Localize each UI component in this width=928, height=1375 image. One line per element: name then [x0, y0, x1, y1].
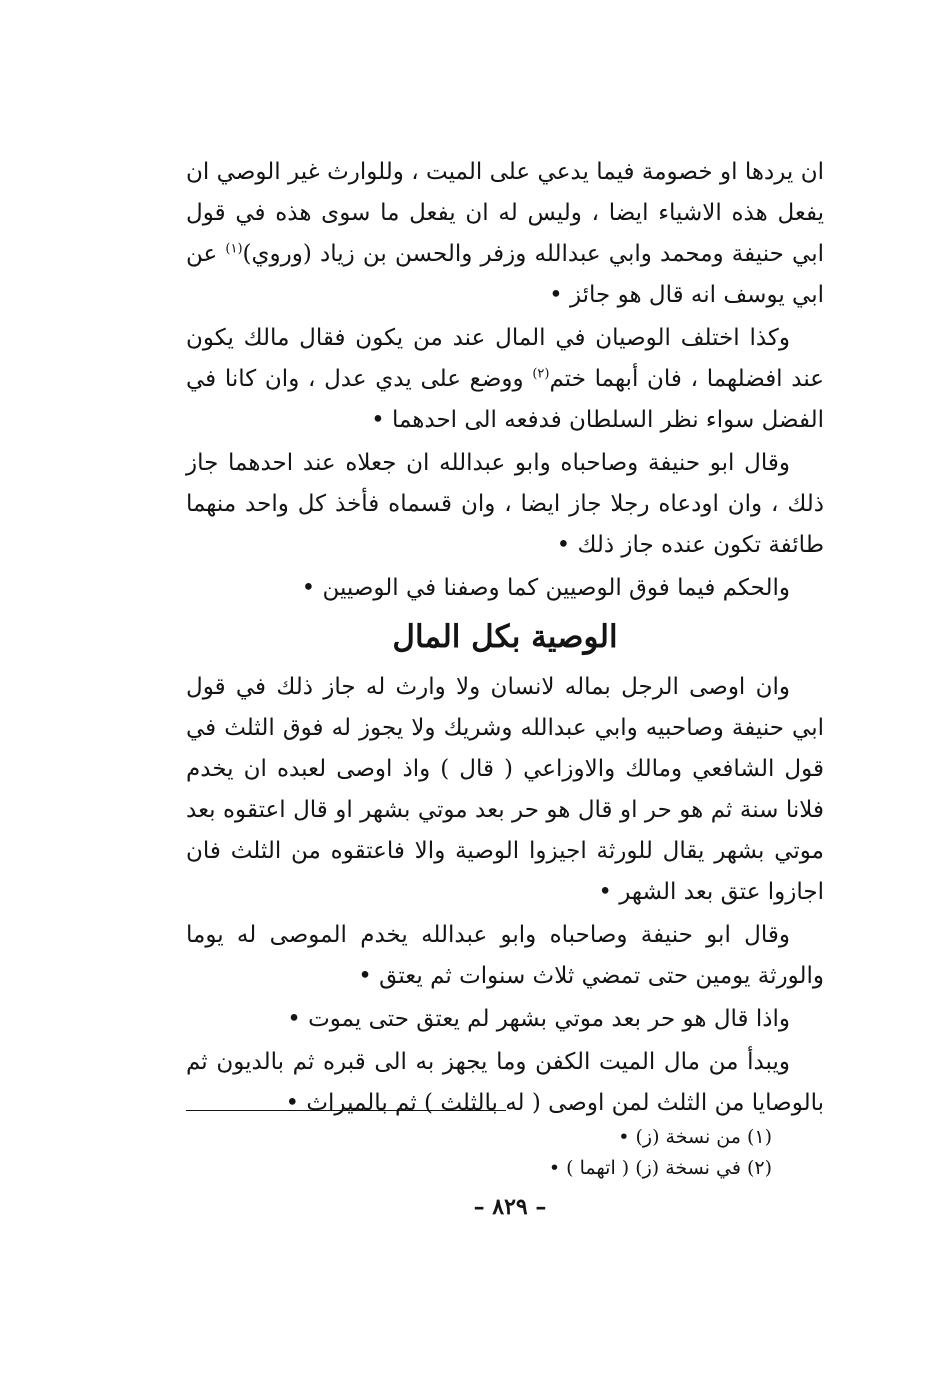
paragraph-3: وقال ابو حنيفة وصاحباه وابو عبدالله ان جعلاه عند احدهما جاز ذلك ، وان اودعاه رجلا جاز ايضا ، وان قسماه فأخذ كل واحد منهما طائفة تكون عنده جاز ذلك • [186, 450, 824, 558]
paragraph-1 [186, 152, 824, 316]
section-paragraph-1: وان اوصى الرجل بماله لانسان ولا وارث له جاز ذلك في قول ابي حنيفة وصاحبيه وابي عبدالله وشريك ولا يجوز له فوق الثلث في قول الشافعي ومالك والاوزاعي ( قال ) واذ اوصى لعبده ان يخدم فلانا سنة ثم هو حر او قال هو حر بعد موتي بشهر او قال اعتقوه بعد موتي بشهر يقال للورثة اجيزوا الوصية والا فاعتقوه من الثلث فان اجازوا عتق بعد الشهر • [186, 674, 824, 905]
paragraph-2-tail: ووضع على يدي عدل ، وان كانا في الفضل سواء نظر السلطان فدفعه الى احدهما • [186, 366, 824, 433]
footnote-1: (١) من نسخة (ز) • [618, 1126, 772, 1148]
paragraph-1-text: ان يردها او خصومة فيما يدعي على الميت ، وللوارث غير الوصي ان يفعل هذه الاشياء ايضا ، وليس له ان يفعل ما سوى هذه في قول ابي حنيفة ومحمد وابي عبدالله وزفر والحسن بن زياد (وروي) [186, 159, 824, 267]
footnote-marker-1[interactable]: (١) [225, 241, 243, 257]
paragraph-2-text: وكذا اختلف الوصيان في المال عند من يكون فقال مالك يكون عند افضلهما ، فان أبهما ختم [186, 325, 824, 392]
section-paragraph-2: وقال ابو حنيفة وصاحباه وابو عبدالله يخدم الموصى له يوما والورثة يومين حتى تمضي ثلاث سنوات ثم يعتق • [186, 922, 824, 989]
paragraph-1-tail: عن ابي يوسف انه قال هو جائز • [186, 241, 824, 308]
paragraph-2 [186, 318, 824, 441]
paragraph-4: والحكم فيما فوق الوصيين كما وصفنا في الوصيين • [301, 575, 790, 601]
section-paragraph-3: واذا قال هو حر بعد موتي بشهر لم يعتق حتى يموت • [287, 1006, 790, 1032]
page-number: – ٨٢٩ – [473, 1194, 547, 1220]
page-body [186, 152, 824, 1126]
footnote-divider [186, 1110, 506, 1111]
footnote-2: (٢) في نسخة (ز) ( اتهما ) • [548, 1157, 772, 1179]
footnotes [186, 1122, 772, 1184]
section-heading: الوصية بكل المال [392, 619, 618, 655]
section-paragraph-4: ويبدأ من مال الميت الكفن وما يجهز به الى قبره ثم بالديون ثم بالوصايا من الثلث لمن اوصى ( له بالثلث ) ثم بالميراث • [186, 1049, 824, 1116]
footnote-marker-2[interactable]: (٢) [532, 366, 550, 382]
